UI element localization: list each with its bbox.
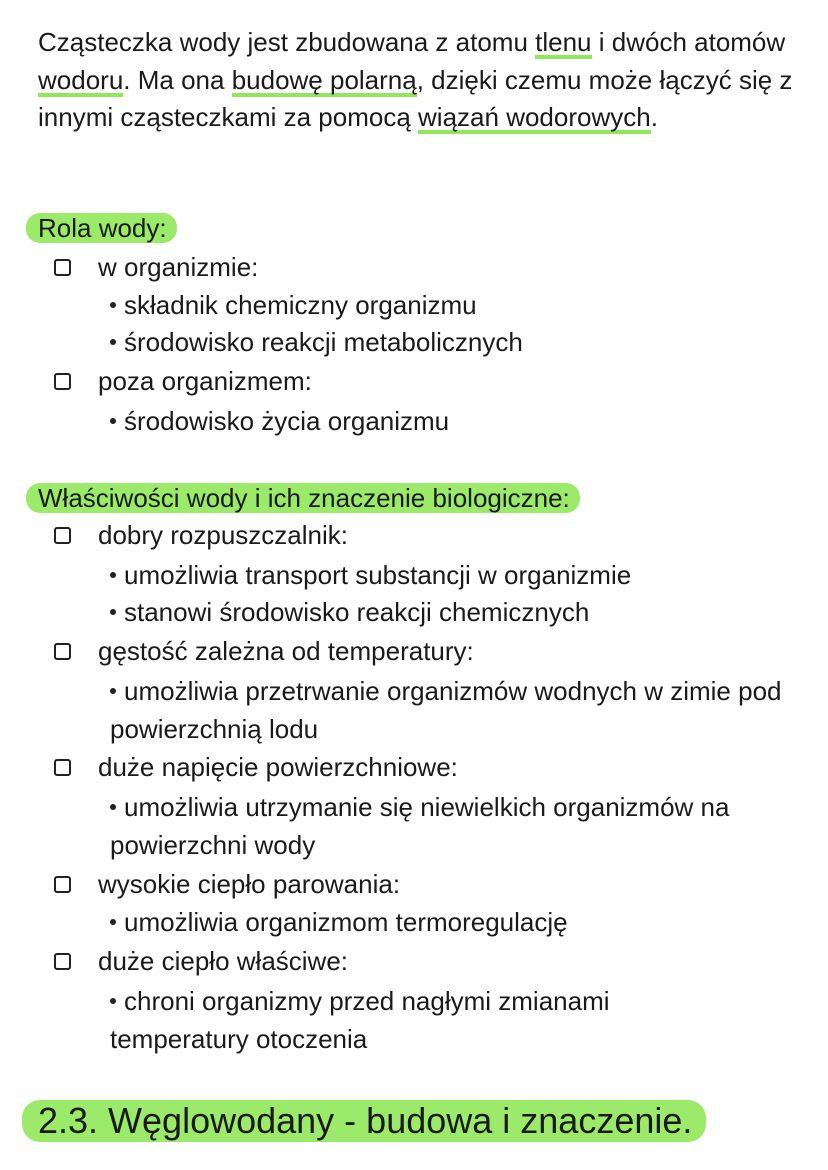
checkbox-item — [54, 250, 258, 284]
section-heading-weglowodany: 2.3. Węglowodany - budowa i znaczenie. — [22, 1100, 706, 1142]
checkbox-item — [54, 944, 348, 978]
section-heading-wlasciwosci: Właściwości wody i ich znaczenie biologiczne: — [26, 483, 580, 513]
bullet-text: stanowi środowisko reakcji chemicznych — [124, 597, 590, 627]
checkbox-item — [54, 364, 312, 398]
bullet-text: umożliwia przetrwanie organizmów wodnych w zimie pod powierzchnią lodu — [110, 676, 782, 744]
bullet-item — [110, 673, 810, 748]
intro-text: , dzięki czemu może łączyć się z innymi cząsteczkami za pomocą — [38, 64, 793, 132]
checkbox-label: w organizmie: — [98, 252, 259, 282]
bullet-icon — [110, 919, 116, 925]
bullet-text: składnik chemiczny organizmu — [124, 290, 477, 320]
checkbox-icon — [54, 759, 71, 776]
bullet-icon — [110, 998, 116, 1004]
bullet-text: umożliwia organizmom termoregulację — [124, 907, 568, 937]
intro-text: . Ma ona — [123, 64, 232, 95]
bullet-icon — [110, 572, 116, 578]
keyword-tlenu: tlenu — [535, 27, 592, 57]
bullet-text: chroni organizmy przed nagłymi zmianami temperatury otoczenia — [110, 986, 610, 1054]
bullet-text: środowisko życia organizmu — [124, 406, 450, 436]
bullet-item — [110, 904, 810, 942]
keyword-wodoru: wodoru — [38, 64, 124, 95]
checkbox-icon — [54, 373, 71, 390]
bullet-icon — [110, 688, 116, 694]
checkbox-item — [54, 518, 348, 552]
bullet-icon — [110, 804, 116, 810]
bullet-icon — [110, 418, 116, 424]
bullet-item — [110, 403, 810, 441]
bullet-text: umożliwia utrzymanie się niewielkich organizmów na powierzchni wody — [110, 792, 730, 860]
checkbox-icon — [54, 259, 71, 276]
intro-text: Cząsteczka wody jest zbudowana z atomu — [38, 27, 536, 57]
bullet-item — [110, 983, 670, 1058]
bullet-icon — [110, 339, 116, 345]
intro-text: . — [650, 102, 658, 132]
bullet-icon — [110, 302, 116, 308]
intro-paragraph — [38, 24, 798, 137]
checkbox-item — [54, 867, 400, 901]
bullet-item — [110, 557, 810, 595]
checkbox-label: dobry rozpuszczalnik: — [98, 520, 348, 550]
bullet-icon — [110, 609, 116, 615]
checkbox-label: duże ciepło właściwe: — [98, 946, 349, 976]
keyword-budowa-polarna: budowę polarną — [231, 64, 417, 95]
bullet-item — [110, 789, 750, 864]
checkbox-label: poza organizmem: — [98, 366, 312, 396]
keyword-wiazania-wodorowe: wiązań wodorowych — [418, 102, 651, 132]
bullet-item — [110, 594, 810, 632]
intro-text: i dwóch atomów — [591, 27, 786, 57]
bullet-item — [110, 287, 810, 325]
checkbox-icon — [54, 876, 71, 893]
bullet-text: środowisko reakcji metabolicznych — [124, 327, 523, 357]
checkbox-icon — [54, 643, 71, 660]
checkbox-icon — [54, 527, 71, 544]
checkbox-item — [54, 750, 458, 784]
checkbox-label: wysokie ciepło parowania: — [98, 869, 401, 899]
checkbox-label: duże napięcie powierzchniowe: — [98, 752, 458, 782]
bullet-text: umożliwia transport substancji w organizmie — [124, 560, 632, 590]
section-heading-rola-wody: Rola wody: — [26, 213, 177, 243]
checkbox-icon — [54, 953, 71, 970]
checkbox-label: gęstość zależna od temperatury: — [98, 636, 474, 666]
bullet-item — [110, 324, 810, 362]
checkbox-item — [54, 634, 474, 668]
